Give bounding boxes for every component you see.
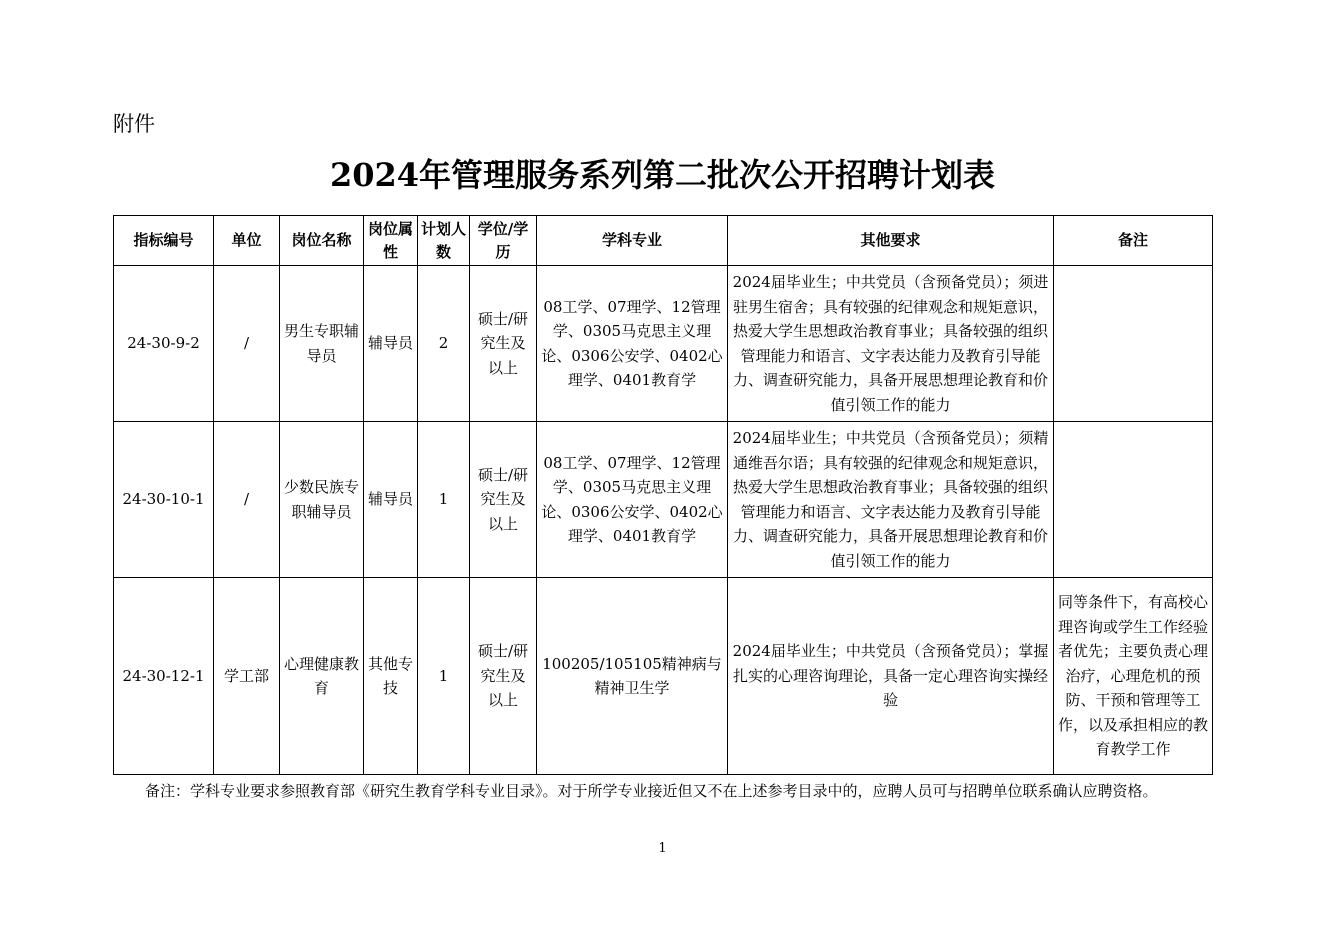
cell-position: 男生专职辅导员: [280, 266, 364, 422]
cell-degree: 硕士/研究生及以上: [470, 578, 537, 775]
recruitment-plan-table: [113, 215, 1213, 775]
cell-remarks: [1054, 266, 1213, 422]
table-header-row: [114, 216, 1213, 266]
cell-count: 2: [418, 266, 470, 422]
cell-count: 1: [418, 578, 470, 775]
header-degree: 学位/学历: [470, 216, 537, 266]
page-number: 1: [658, 841, 667, 856]
cell-remarks: 同等条件下，有高校心理咨询或学生工作经验者优先；主要负责心理治疗，心理危机的预防、干预和管理等工作，以及承担相应的教育教学工作: [1054, 578, 1213, 775]
cell-requirements: 2024届毕业生；中共党员（含预备党员）；掌握扎实的心理咨询理论，具备一定心理咨询实操经验: [728, 578, 1054, 775]
header-requirements: 其他要求: [728, 216, 1054, 266]
cell-requirements: 2024届毕业生；中共党员（含预备党员）；须进驻男生宿舍；具有较强的纪律观念和规矩意识，热爱大学生思想政治教育事业；具备较强的组织管理能力和语言、文字表达能力及教育引导能力、调查研究能力，具备开展思想理论教育和价值引领工作的能力: [728, 266, 1054, 422]
cell-major: 08工学、07理学、12管理学、0305马克思主义理论、0306公安学、0402心理学、0401教育学: [537, 422, 728, 578]
cell-unit: /: [214, 266, 280, 422]
cell-attr: 辅导员: [364, 266, 418, 422]
table-row: [114, 578, 1213, 775]
header-code: 指标编号: [114, 216, 214, 266]
table-row: [114, 422, 1213, 578]
header-attr: 岗位属性: [364, 216, 418, 266]
cell-count: 1: [418, 422, 470, 578]
cell-attr: 辅导员: [364, 422, 418, 578]
table-row: [114, 266, 1213, 422]
cell-position: 心理健康教育: [280, 578, 364, 775]
header-unit: 单位: [214, 216, 280, 266]
cell-major: 100205/105105精神病与精神卫生学: [537, 578, 728, 775]
cell-code: 24-30-9-2: [114, 266, 214, 422]
cell-position: 少数民族专职辅导员: [280, 422, 364, 578]
cell-degree: 硕士/研究生及以上: [470, 266, 537, 422]
cell-remarks: [1054, 422, 1213, 578]
cell-unit: /: [214, 422, 280, 578]
cell-attr: 其他专技: [364, 578, 418, 775]
header-major: 学科专业: [537, 216, 728, 266]
header-position: 岗位名称: [280, 216, 364, 266]
cell-major: 08工学、07理学、12管理学、0305马克思主义理论、0306公安学、0402心理学、0401教育学: [537, 266, 728, 422]
attachment-label: 附件: [113, 112, 155, 136]
cell-requirements: 2024届毕业生；中共党员（含预备党员）；须精通维吾尔语；具有较强的纪律观念和规矩意识，热爱大学生思想政治教育事业；具备较强的组织管理能力和语言、文字表达能力及教育引导能力、调查研究能力，具备开展思想理论教育和价值引领工作的能力: [728, 422, 1054, 578]
header-count: 计划人数: [418, 216, 470, 266]
table-footnote: 备注：学科专业要求参照教育部《研究生教育学科专业目录》。对于所学专业接近但又不在上述参考目录中的，应聘人员可与招聘单位联系确认应聘资格。: [145, 782, 1158, 800]
header-remarks: 备注: [1054, 216, 1213, 266]
cell-code: 24-30-10-1: [114, 422, 214, 578]
cell-unit: 学工部: [214, 578, 280, 775]
cell-degree: 硕士/研究生及以上: [470, 422, 537, 578]
cell-code: 24-30-12-1: [114, 578, 214, 775]
document-title: 2024年管理服务系列第二批次公开招聘计划表: [329, 156, 996, 194]
